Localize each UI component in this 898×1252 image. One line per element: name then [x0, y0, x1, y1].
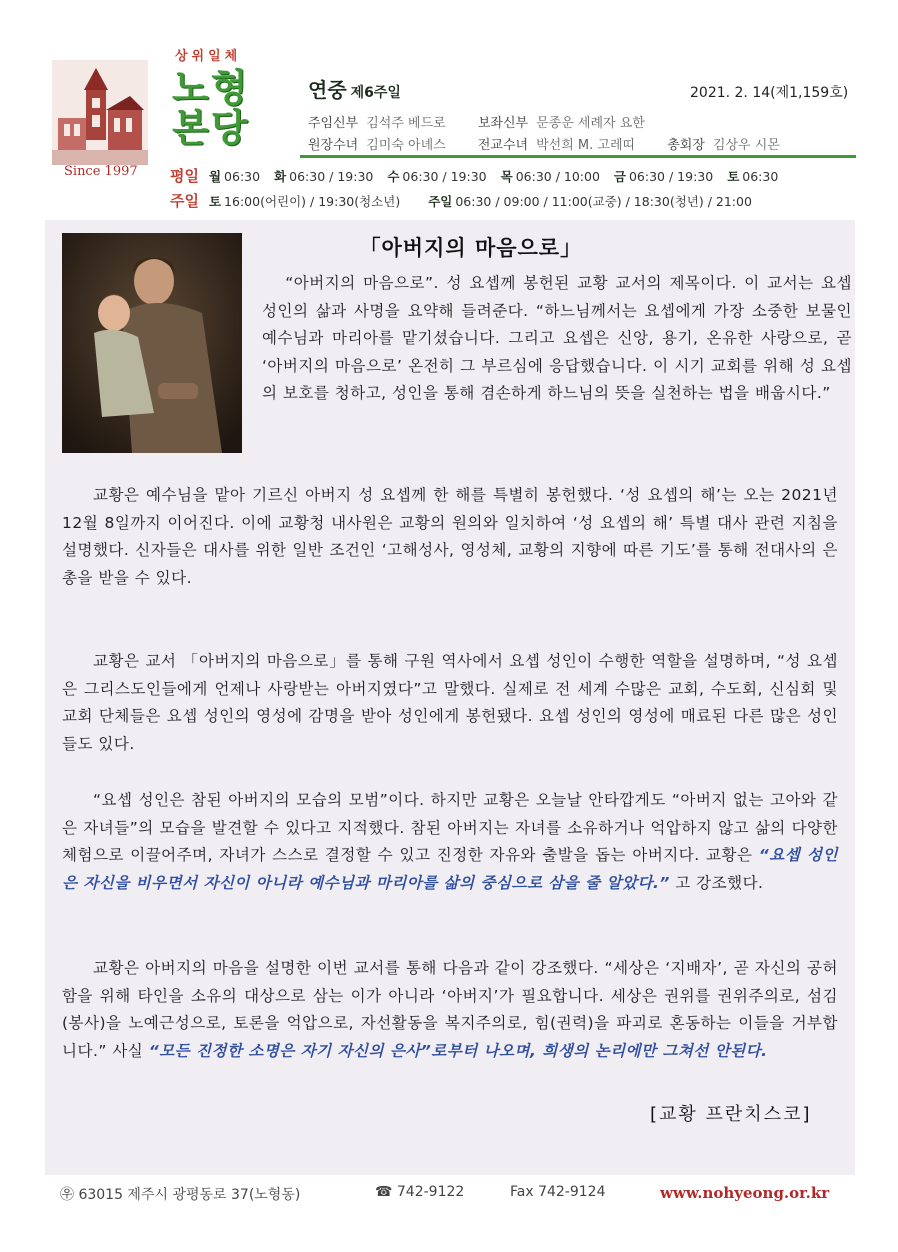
header-divider — [300, 155, 856, 158]
weekday-label: 평일 — [170, 167, 199, 185]
season-name: 연중 — [308, 78, 347, 102]
church-building-icon — [52, 60, 148, 165]
footer-fax: Fax 742-9124 — [510, 1184, 606, 1200]
mass-day: 화 — [274, 169, 287, 184]
paragraph-text: “요셉 성인은 참된 아버지의 모습의 모범”이다. 하지만 교황은 오늘날 안타깝게도 “아버지 없는 고아와 같은 자녀들”의 모습을 발견할 수 있다고 지적했다. 참된 아버지는 자녀를 소유하거나 억압하지 않고 삶의 다양한 체험으로 이끌어주며, 자녀가 스스로 결정할 수 있고 진정한 자유와 출발을 돕는 아버지다. 교황은 — [62, 791, 838, 864]
article-paragraph-2: 교황은 예수님을 맡아 기르신 아버지 성 요셉께 한 해를 특별히 봉헌했다. ‘성 요셉의 해’는 오는 2021년 12월 8일까지 이어진다. 이에 교황청 내사원은 교황의 원의와 일치하여 ‘성 요셉의 해’ 특별 대사 관련 지침을 설명했다. 신자들은 대사를 위한 일반 조건인 ‘고해성사, 영성체, 교황의 지향에 따른 기도’를 통해 전대사의 은총을 받을 수 있다. — [62, 486, 838, 587]
staff-name: 문종운 세례자 요한 — [536, 116, 645, 131]
mass-time: 06:30 — [224, 169, 261, 184]
staff-name: 김석주 베드로 — [366, 116, 446, 131]
mass-day: 월 — [208, 169, 222, 184]
staff-name: 박선희 M. 고레띠 — [536, 138, 636, 153]
paragraph-text: 교황은 아버지의 마음을 설명한 이번 교서를 통해 다음과 같이 강조했다. “세상은 ‘지배자’, 곧 자신의 공허함을 위해 타인을 소유의 대상으로 삼는 이가 아니라 ‘아버지’가 필요합니다. 세상은 권위를 권위주의로, 섬김(봉사)을 노예근성으로, 토론을 억압으로, 자선활동을 복지주의로, 힘(권력)을 파괴로 혼동하는 이들을 거부합니다.” 사실 — [62, 959, 838, 1060]
emphasized-quote: “요셉 성인은 자신을 비우면서 자신이 아니라 예수님과 마리아를 삶의 중심으로 삼을 줄 알았다.” — [62, 846, 838, 892]
mass-day: 목 — [500, 169, 513, 184]
paragraph-text: 고 강조했다. — [675, 873, 764, 892]
motto: 상위일체 — [175, 49, 242, 64]
article-paragraph-3: 교황은 교서 「아버지의 마음으로」를 통해 구원 역사에서 요셉 성인이 수행한 역할을 설명하며, “성 요셉은 그리스도인들에게 언제나 사랑받는 아버지였다”고 말했다. 실제로 전 세계 수많은 교회, 수도회, 신심회 및 교회 단체들은 요셉 성인의 영성에 감명을 받아 성인에게 봉헌됐다. 요셉 성인의 영성에 매료된 다른 많은 성인들도 있다. — [62, 652, 838, 753]
mass-time: 16:00(어린이) / 19:30(청소년) — [224, 194, 401, 209]
article-paragraph-4 — [62, 787, 838, 897]
liturgical-season — [308, 74, 401, 103]
mass-day: 토 — [727, 169, 740, 184]
mass-time: 06:30 / 19:30 — [289, 169, 374, 184]
article-signature: [교황 프란치스코] — [650, 1104, 812, 1125]
staff-name: 김상우 시몬 — [712, 138, 780, 153]
staff-name: 김미숙 아녜스 — [366, 138, 446, 153]
staff-role: 주임신부 — [308, 116, 359, 131]
staff-role: 보좌신부 — [477, 116, 529, 131]
footer-phone: ☎ 742-9122 — [375, 1184, 465, 1200]
sunday-mass-times — [170, 190, 752, 211]
parish-logo-line1: 노형 — [172, 65, 250, 110]
staff-role: 총회장 — [667, 138, 705, 153]
article-title: ｢아버지의 마음으로｣ — [370, 236, 572, 260]
season-week: 제6주일 — [350, 85, 401, 101]
mass-day: 주일 — [428, 194, 453, 209]
mass-day: 금 — [613, 169, 626, 184]
staff-row-2 — [308, 134, 780, 153]
mass-day: 수 — [387, 169, 400, 184]
sunday-label: 주일 — [170, 192, 199, 210]
mass-time: 06:30 / 19:30 — [402, 169, 487, 184]
emphasized-quote: “모든 진정한 소명은 자기 자신의 은사”로부터 나오며, 희생의 논리에만 그쳐선 안된다. — [148, 1041, 768, 1060]
since-label: Since 1997 — [64, 164, 138, 179]
mass-time: 06:30 / 19:30 — [628, 169, 714, 184]
staff-role: 원장수녀 — [308, 138, 359, 153]
article-paragraph-5 — [62, 955, 838, 1065]
staff-role: 전교수녀 — [477, 138, 529, 153]
parish-logo-line2: 본당 — [172, 105, 250, 150]
footer-address: ㉾ 63015 제주시 광평동로 37(노형동) — [60, 1187, 301, 1203]
issue-date: 2021. 2. 14(제1,159호) — [690, 85, 849, 101]
staff-row-1 — [308, 112, 645, 131]
article-paragraph-1: “아버지의 마음으로”. 성 요셉께 봉헌된 교황 교서의 제목이다. 이 교서는 요셉 성인의 삶과 사명을 요약해 들려준다. “하느님께서는 요셉에게 가장 소중한 보물인 예수님과 마리아를 맡기셨습니다. 그리고 요셉은 신앙, 용기, 온유한 사랑으로, 곧 ‘아버지의 마음으로’ 온전히 그 부르심에 응답했습니다. 이 시기 교회를 위해 성 요셉의 보호를 청하고, 성인을 통해 겸손하게 하느님의 뜻을 실천하는 법을 배웁시다.” — [262, 274, 852, 402]
footer-website-link[interactable]: www.nohyeong.or.kr — [660, 1184, 830, 1202]
mass-time: 06:30 / 09:00 / 11:00(교중) / 18:30(청년) / 21:00 — [455, 194, 752, 209]
mass-day: 토 — [208, 194, 222, 209]
mass-time: 06:30 / 10:00 — [515, 169, 600, 184]
mass-time: 06:30 — [742, 169, 779, 184]
weekday-mass-times — [170, 165, 778, 186]
saint-joseph-and-child-image — [62, 233, 242, 453]
